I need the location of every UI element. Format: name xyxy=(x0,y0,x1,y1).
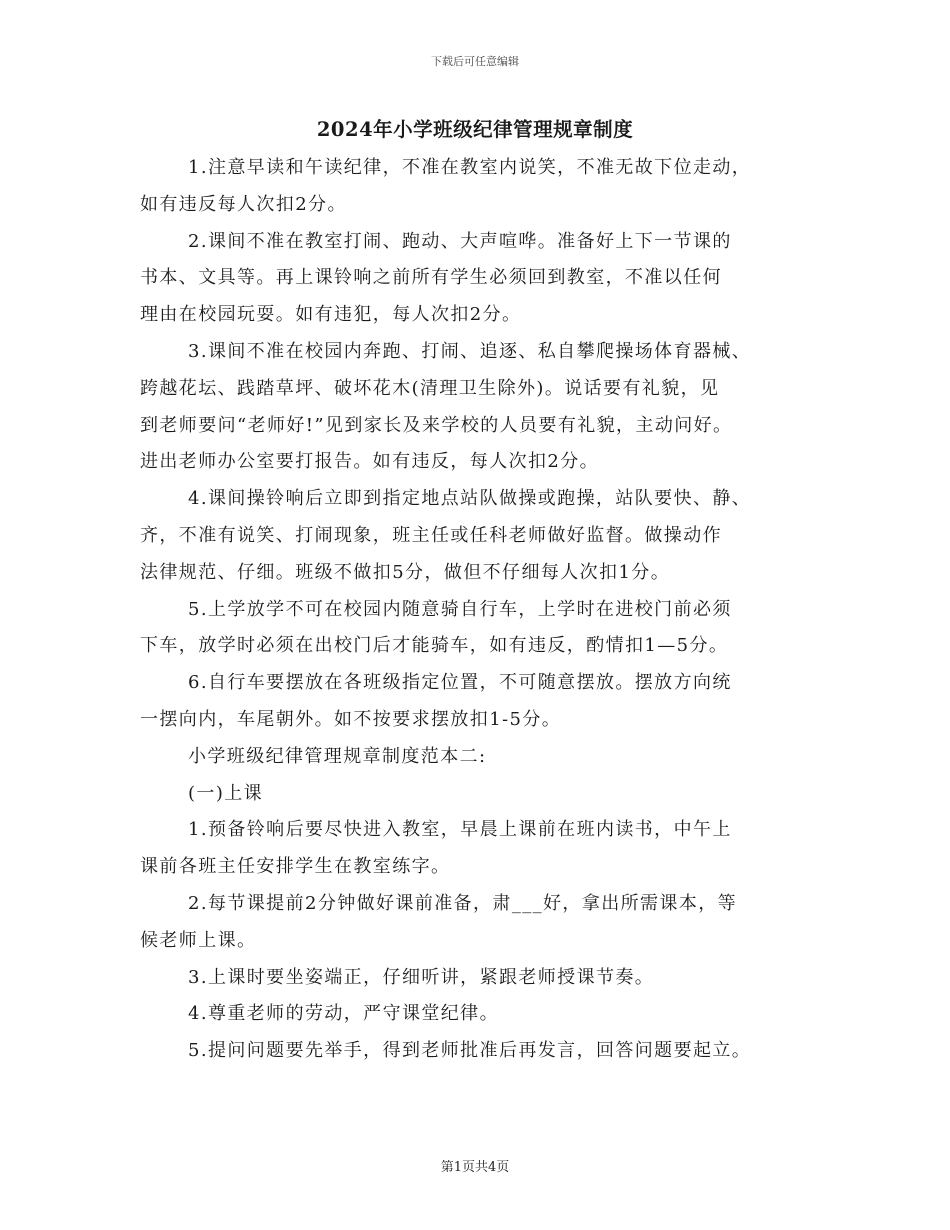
body-line: 1.预备铃响后要尽快进入教室，早晨上课前在班内读书，中午上 xyxy=(188,819,732,841)
page-number-footer: 第1页共4页 xyxy=(440,1160,510,1175)
body-line: 进出老师办公室要打报告。如有违反，每人次扣2分。 xyxy=(140,451,600,473)
body-line: 2.每节课提前2分钟做好课前准备，肃___好，拿出所需课本，等 xyxy=(188,892,738,914)
body-line: 4.课间操铃响后立即到指定地点站队做操或跑操，站队要快、静、 xyxy=(188,488,752,510)
document-body xyxy=(140,150,830,1070)
body-line: 理由在校园玩耍。如有违犯，每人次扣2分。 xyxy=(140,304,522,326)
body-line: 到老师要问“老师好!”见到家长及来学校的人员要有礼貌，主动问好。 xyxy=(140,414,733,436)
body-line: 6.自行车要摆放在各班级指定位置，不可随意摆放。摆放方向统 xyxy=(188,672,732,694)
body-line: 跨越花坛、践踏草坪、破坏花木(清理卫生除外)。说话要有礼貌，见 xyxy=(140,377,720,399)
body-line: 3.上课时要坐姿端正，仔细听讲，紧跟老师授课节奏。 xyxy=(188,966,655,988)
body-line: 齐，不准有说笑、打闹现象，班主任或任科老师做好监督。做操动作 xyxy=(140,524,722,546)
body-line: 书本、文具等。再上课铃响之前所有学生必须回到教室，不准以任何 xyxy=(140,267,722,289)
section-heading: 小学班级纪律管理规章制度范本二: xyxy=(188,745,487,767)
body-line: 法律规范、仔细。班级不做扣5分，做但不仔细每人次扣1分。 xyxy=(140,561,671,583)
document-title: 2024年小学班级纪律管理规章制度 xyxy=(316,118,634,141)
body-line: 课前各班主任安排学生在教室练字。 xyxy=(140,856,451,878)
body-line: 3.课间不准在校园内奔跑、打闹、追逐、私自攀爬操场体育器械、 xyxy=(188,340,752,362)
body-line: 一摆向内，车尾朝外。如不按要求摆放扣1-5分。 xyxy=(140,708,562,730)
body-line: 如有违反每人次扣2分。 xyxy=(140,193,347,215)
body-line: 4.尊重老师的劳动，严守课堂纪律。 xyxy=(188,1003,499,1025)
header-note: 下载后可任意编辑 xyxy=(431,55,519,68)
body-line: 2.课间不准在教室打闹、跑动、大声喧哗。准备好上下一节课的 xyxy=(188,230,732,252)
body-line: 5.提问问题要先举手，得到老师批准后再发言，回答问题要起立。 xyxy=(188,1040,752,1062)
body-line: 候老师上课。 xyxy=(140,929,257,951)
body-line: 5.上学放学不可在校园内随意骑自行车，上学时在进校门前必须 xyxy=(188,598,732,620)
body-line: 1.注意早读和午读纪律，不准在教室内说笑，不准无故下位走动， xyxy=(188,157,752,178)
subsection-heading: (一)上课 xyxy=(188,782,264,804)
body-line: 下车，放学时必须在出校门后才能骑车，如有违反，酌情扣1—5分。 xyxy=(140,635,729,657)
